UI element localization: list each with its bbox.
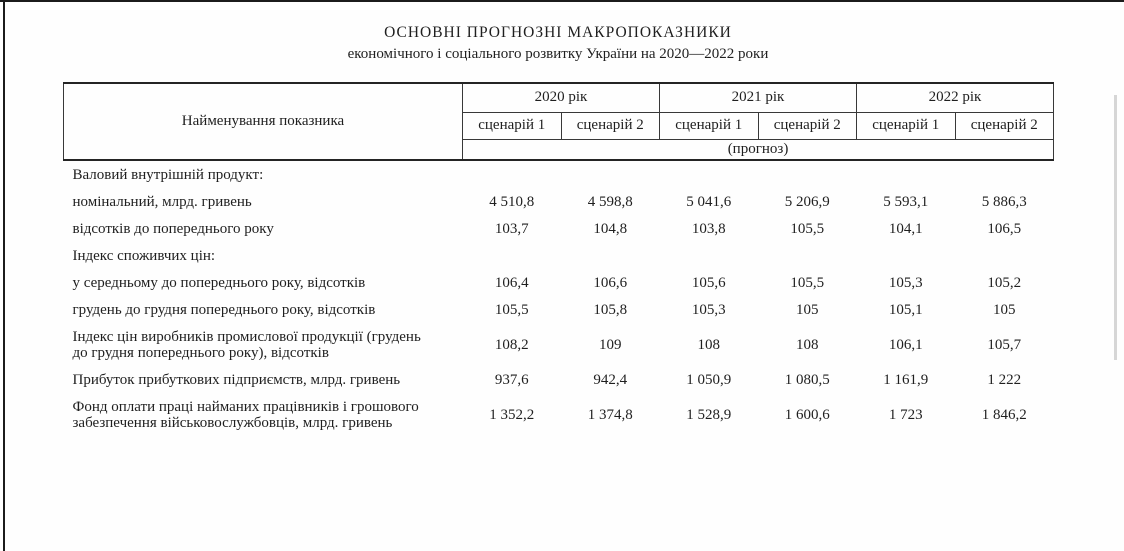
value-cell: 106,6 (593, 274, 628, 291)
forecast-note-cell: (прогноз) (463, 139, 1054, 160)
value-cell: 105 (993, 301, 1016, 318)
value-cell (561, 242, 660, 269)
scenario-header: сценарій 2 (561, 112, 660, 139)
value-cell: 1 528,9 (686, 406, 732, 423)
scenario-header: сценарій 1 (857, 112, 956, 139)
value-cell: 103,7 (494, 220, 529, 237)
table-row (64, 242, 1054, 269)
value-cell (561, 160, 660, 188)
year-header-2022: 2022 рік (857, 83, 1054, 112)
row-label: Індекс цін виробників промислової продукції (грудень до грудня попереднього року), відсотків (72, 328, 421, 361)
value-cell: 5 041,6 (686, 193, 732, 210)
value-cell: 104,8 (593, 220, 628, 237)
value-cell: 103,8 (691, 220, 726, 237)
value-cell: 5 886,3 (981, 193, 1027, 210)
value-cell: 1 723 (888, 406, 923, 423)
value-cell: 1 846,2 (981, 406, 1027, 423)
table-row (64, 366, 1054, 393)
value-cell: 109 (599, 336, 622, 353)
value-cell: 4 598,8 (587, 193, 633, 210)
table-row (64, 393, 1054, 436)
value-cell: 942,4 (593, 371, 628, 388)
table-row (64, 160, 1054, 188)
table-header (64, 83, 1054, 160)
table-row (64, 269, 1054, 296)
row-label: Індекс споживчих цін: (72, 247, 216, 264)
value-cell: 104,1 (888, 220, 923, 237)
value-cell (955, 160, 1054, 188)
value-cell: 1 080,5 (784, 371, 830, 388)
scenario-header: сценарій 2 (758, 112, 857, 139)
value-cell (955, 242, 1054, 269)
value-cell: 5 593,1 (883, 193, 929, 210)
value-cell: 106,1 (888, 336, 923, 353)
value-cell (463, 160, 562, 188)
scenario-header: сценарій 1 (463, 112, 562, 139)
page-subtitle: економічного і соціального розвитку України на 2020—2022 роки (347, 46, 769, 62)
macro-indicators-table (63, 82, 1054, 436)
table-row (64, 323, 1054, 366)
value-cell: 105,1 (888, 301, 923, 318)
value-cell: 5 206,9 (784, 193, 830, 210)
value-cell (857, 160, 956, 188)
value-cell (660, 160, 759, 188)
page-edge-line-top (0, 0, 1124, 2)
value-cell: 1 161,9 (883, 371, 929, 388)
year-header-row (64, 83, 1054, 112)
value-cell: 105,5 (790, 274, 825, 291)
value-cell (463, 242, 562, 269)
scenario-header: сценарій 1 (660, 112, 759, 139)
value-cell: 108 (796, 336, 819, 353)
page-edge-smudge-right (1114, 95, 1117, 360)
value-cell (857, 242, 956, 269)
table-row (64, 188, 1054, 215)
value-cell: 105,5 (790, 220, 825, 237)
row-label: номінальний, млрд. гривень (72, 193, 252, 210)
year-header-2021: 2021 рік (660, 83, 857, 112)
value-cell: 106,5 (987, 220, 1022, 237)
value-cell: 4 510,8 (489, 193, 535, 210)
value-cell: 937,6 (494, 371, 529, 388)
value-cell (758, 242, 857, 269)
value-cell: 106,4 (494, 274, 529, 291)
value-cell: 1 352,2 (489, 406, 535, 423)
row-label: Прибуток прибуткових підприємств, млрд. гривень (72, 371, 401, 388)
value-cell: 105,6 (691, 274, 726, 291)
value-cell (758, 160, 857, 188)
value-cell: 105,3 (691, 301, 726, 318)
row-label: грудень до грудня попереднього року, відсотків (72, 301, 376, 318)
value-cell: 105,2 (987, 274, 1022, 291)
value-cell (660, 242, 759, 269)
value-cell: 1 600,6 (784, 406, 830, 423)
value-cell: 1 222 (987, 371, 1022, 388)
value-cell: 105,7 (987, 336, 1022, 353)
value-cell: 105 (796, 301, 819, 318)
row-label: Фонд оплати праці найманих працівників і грошового забезпечення військовослужбовців, млрд. гривень (72, 398, 419, 431)
page-title: ОСНОВНІ ПРОГНОЗНІ МАКРОПОКАЗНИКИ (384, 24, 732, 41)
year-header-2020: 2020 рік (463, 83, 660, 112)
value-cell: 105,8 (593, 301, 628, 318)
value-cell: 108,2 (494, 336, 529, 353)
row-label: у середньому до попереднього року, відсотків (72, 274, 366, 291)
value-cell: 105,3 (888, 274, 923, 291)
document-heading (63, 24, 1053, 63)
value-cell: 108 (697, 336, 720, 353)
table-row (64, 296, 1054, 323)
table-body (64, 160, 1054, 436)
table-row (64, 215, 1054, 242)
value-cell: 1 050,9 (686, 371, 732, 388)
row-label: Валовий внутрішній продукт: (72, 166, 264, 183)
row-label: відсотків до попереднього року (72, 220, 274, 237)
value-cell: 105,5 (494, 301, 529, 318)
scenario-header: сценарій 2 (955, 112, 1054, 139)
header-indicator-name: Найменування показника (64, 83, 463, 160)
page-edge-line-left (3, 0, 5, 551)
value-cell: 1 374,8 (587, 406, 633, 423)
